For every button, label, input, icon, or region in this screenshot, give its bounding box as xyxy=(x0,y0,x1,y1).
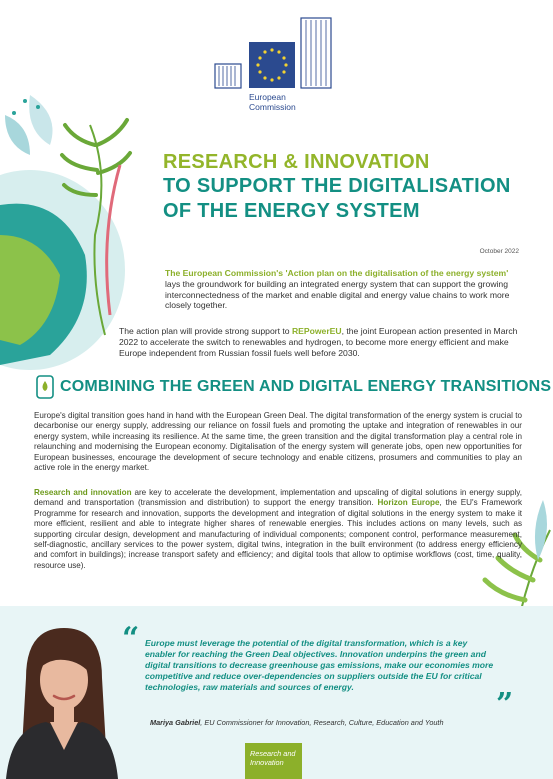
para2-pre: The action plan will provide strong support to xyxy=(119,326,292,336)
page-title xyxy=(163,150,543,224)
commission-building-icon xyxy=(213,14,343,90)
open-quote-mark: “ xyxy=(122,621,140,656)
title-line-3: OF THE ENERGY SYSTEM xyxy=(163,200,420,222)
intro-paragraph xyxy=(165,268,521,311)
section-body-1: Europe's digital transition goes hand in hand with the European Green Deal. The digital transformation of the energy system is crucial to decarbonise our energy supply, addressing our reliance on fossil fuels and promoting the uptake and integration of renewables in our energy system, while increasing its resilience. At the same time, the green transition and the digital transformation play a central role in relaunching and modernising the European economy. Digitalisation of the energy system will generate jobs, open new opportunities for European businesses, encourage the development of secure technology and enable citizens, prosumers and communities to play an active role in the energy market. xyxy=(34,411,522,473)
repowereu-paragraph xyxy=(119,326,521,358)
intro-text: lays the groundwork for building an integrated energy system that can support the growing interconnectedness of the market and enable digital and energy value chains to work more closely together. xyxy=(165,278,510,311)
section-body-2 xyxy=(34,488,522,571)
title-line-1: RESEARCH & INNOVATION xyxy=(163,151,430,173)
european-commission-logo xyxy=(213,14,343,124)
quote-text: Europe must leverage the potential of the digital transformation, which is a key enabler for reaching the Green Deal objectives. Innovation underpins the green and digital transitions to decrease greenhouse gas emissions, make our economies more competitive and reduce over-dependencies on suppliers outside the EU for critical technologies, raw materials and sources of energy. xyxy=(145,638,494,692)
quote-attribution xyxy=(150,718,530,727)
quote-role: , EU Commissioner for Innovation, Research, Culture, Education and Youth xyxy=(200,718,444,727)
body2-text-2: , the EU's Framework Programme for research and innovation, supports the development and integration of digital solutions in the energy system to make it more efficient, resilient and able to integrate higher shares of renewable energies. This includes actions on many levels, such as supporting circular design, development and manufacturing of individual components; component control, performance measurement, self-diagnostic, ancillary services to the power system, digital twins, integration in the built environment (to address energy efficiency and comfort in buildings); increase transport safety and efficiency; and digital tools that allow to optimise workflows (cost, time, quality, resource use). xyxy=(34,498,523,570)
repowereu-link[interactable]: REPowerEU xyxy=(291,326,342,336)
quote-author: Mariya Gabriel xyxy=(150,718,201,727)
tag-line-1: Research and xyxy=(250,749,296,758)
category-tag xyxy=(245,743,302,779)
title-line-2: TO SUPPORT THE DIGITALISATION xyxy=(163,175,511,197)
para2-post: , the joint European action presented in March 2022 to accelerate the switch to renewables and hydrogen, to become more energy efficient and make Europe independent from Russian fossil fuels well before 2030. xyxy=(119,326,518,358)
action-plan-link[interactable]: The European Commission's 'Action plan on the digitalisation of the energy system' xyxy=(165,268,509,278)
research-innovation-highlight: Research and innovation xyxy=(34,488,132,497)
publication-date: October 2022 xyxy=(479,248,519,255)
body2-text-1: are key to accelerate the development, implementation and upscaling of digital solutions in energy supply, demand and transportation (transmission and distribution) to support the energy transition. xyxy=(34,488,522,508)
commissioner-portrait xyxy=(6,618,118,779)
smartphone-leaf-icon xyxy=(36,375,54,399)
close-quote-mark: ” xyxy=(496,687,514,722)
horizon-europe-link[interactable]: Horizon Europe xyxy=(377,498,440,508)
logo-line-1: European xyxy=(249,92,286,102)
logo-line-2: Commission xyxy=(249,102,296,112)
section-title: COMBINING THE GREEN AND DIGITAL ENERGY TRANSITIONS xyxy=(60,378,552,395)
tag-line-2: Innovation xyxy=(250,758,284,767)
